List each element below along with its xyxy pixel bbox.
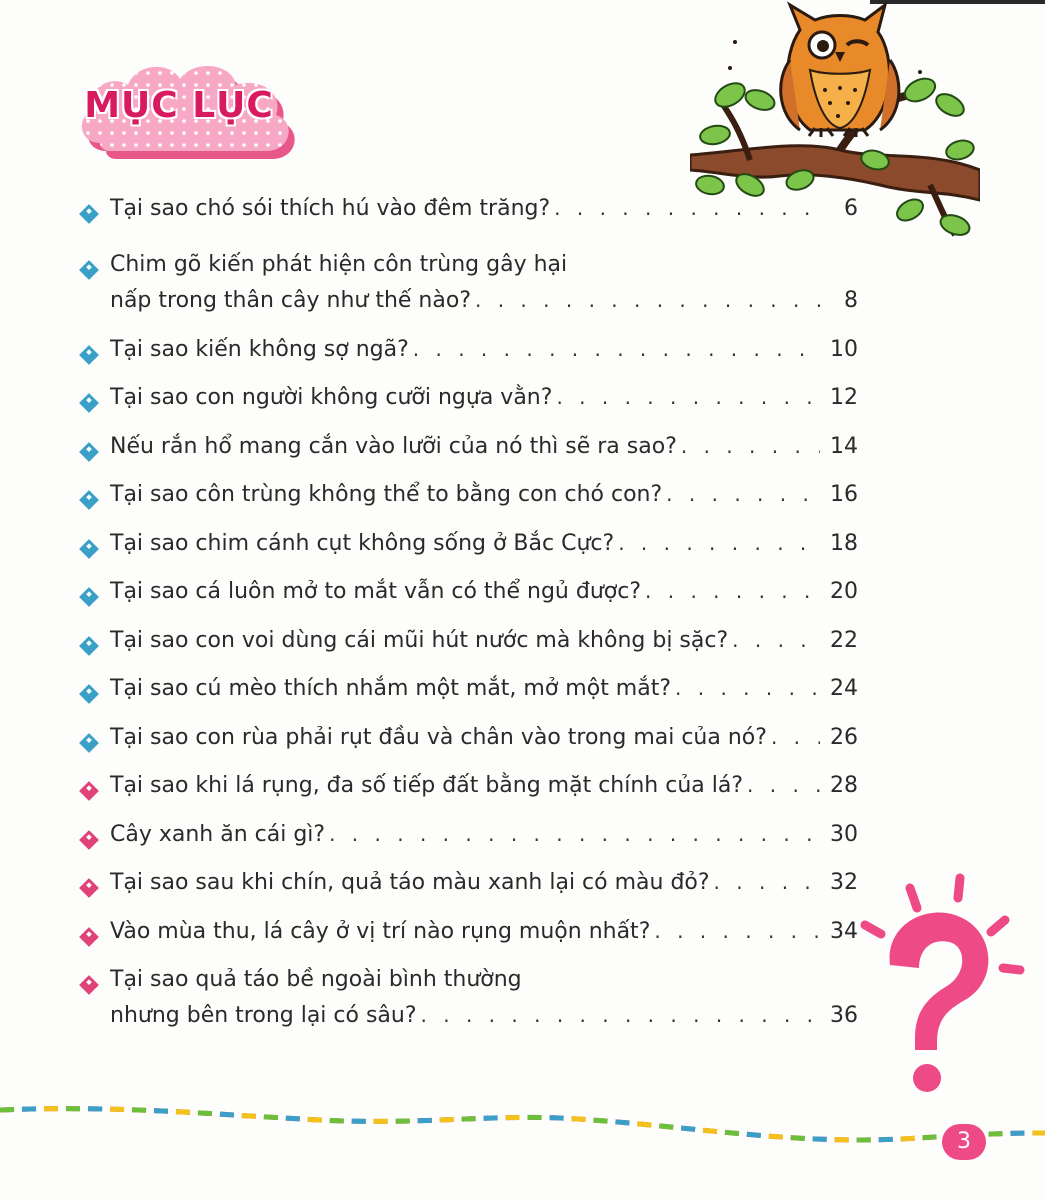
toc-entry-title: Tại sao quả táo bề ngoài bình thường (110, 967, 522, 992)
toc-page-number: 24 (830, 676, 858, 701)
leader-dots (413, 337, 820, 361)
toc-page-number: 12 (830, 385, 858, 410)
leader-dots (666, 482, 820, 506)
toc-entry-title: Nếu rắn hổ mang cắn vào lưỡi của nó thì sẽ ra sao? (110, 434, 677, 459)
leader-dots (675, 676, 820, 700)
toc-entry[interactable] (78, 919, 858, 955)
toc-page-number: 26 (830, 725, 858, 750)
toc-entry[interactable] (78, 196, 858, 232)
toc-entry-title: Tại sao con người không cưỡi ngựa vằn? (110, 385, 553, 410)
toc-entry-title: Vào mùa thu, lá cây ở vị trí nào rụng muộn nhất? (110, 919, 651, 944)
toc-page-number: 22 (830, 628, 858, 653)
leader-dots (732, 628, 820, 652)
toc-page-number: 20 (830, 579, 858, 604)
toc-entry[interactable] (78, 725, 858, 761)
toc-page-number: 36 (830, 1003, 858, 1028)
toc-entry-title: Cây xanh ăn cái gì? (110, 822, 326, 847)
toc-entry[interactable] (78, 870, 858, 906)
page-title: MỤC LỤC (84, 85, 274, 126)
toc-page-number: 34 (830, 919, 858, 944)
toc-page-number: 28 (830, 773, 858, 798)
toc-entry-title: Tại sao khi lá rụng, đa số tiếp đất bằng mặt chính của lá? (110, 773, 744, 798)
toc-entry-title: Tại sao cú mèo thích nhắm một mắt, mở một mắt? (110, 676, 672, 701)
toc-entry[interactable] (78, 628, 858, 664)
page-number-badge: 3 (942, 1124, 986, 1160)
toc-entry-title: Tại sao con voi dùng cái mũi hút nước mà không bị sặc? (110, 628, 729, 653)
toc-entry-title: Tại sao cá luôn mở to mắt vẫn có thể ngủ được? (110, 579, 642, 604)
toc-entry-title-cont: nấp trong thân cây như thế nào? (110, 288, 471, 313)
toc-page-number: 16 (830, 482, 858, 507)
toc-entry-title: Tại sao sau khi chín, quả táo màu xanh lại có màu đỏ? (110, 870, 710, 895)
leader-dots (747, 773, 820, 797)
toc-page-number: 18 (830, 531, 858, 556)
toc-entry-title: Tại sao chó sói thích hú vào đêm trăng? (110, 196, 551, 221)
leader-dots (645, 579, 820, 603)
toc-page-number: 14 (830, 434, 858, 459)
toc-page-number: 8 (844, 288, 858, 313)
heading-cloud (70, 55, 300, 165)
toc-page-number: 32 (830, 870, 858, 895)
leader-dots (681, 434, 820, 458)
toc-page-number: 30 (830, 822, 858, 847)
toc-entry[interactable] (78, 676, 858, 712)
toc-entry[interactable] (78, 579, 858, 615)
leader-dots (654, 919, 820, 943)
toc-entry-title-cont: nhưng bên trong lại có sâu? (110, 1003, 417, 1028)
toc-entry-title: Tại sao con rùa phải rụt đầu và chân vào trong mai của nó? (110, 725, 767, 750)
toc-entry-title: Tại sao côn trùng không thể to bằng con chó con? (110, 482, 663, 507)
leader-dots (771, 725, 820, 749)
leader-dots (618, 531, 820, 555)
leader-dots (421, 1003, 820, 1027)
toc-page-number: 6 (844, 196, 858, 221)
toc-entry-title: Tại sao chim cánh cụt không sống ở Bắc Cực? (110, 531, 615, 556)
toc-page-number: 10 (830, 337, 858, 362)
leader-dots (475, 288, 820, 312)
leader-dots (329, 822, 820, 846)
toc-entry-title: Tại sao kiến không sợ ngã? (110, 337, 409, 362)
toc-entry[interactable] (78, 967, 858, 1039)
leader-dots (714, 870, 820, 894)
toc-entry-title: Chim gõ kiến phát hiện côn trùng gây hại (110, 252, 568, 277)
leader-dots (554, 196, 820, 220)
toc-entry[interactable] (78, 531, 858, 567)
toc-entry[interactable] (78, 252, 858, 324)
leader-dots (556, 385, 820, 409)
toc-entry[interactable] (78, 822, 858, 858)
decorative-wave-line (0, 1085, 1045, 1165)
question-mark-icon (855, 870, 1035, 1100)
toc-entry[interactable] (78, 482, 858, 518)
toc-entry[interactable] (78, 385, 858, 421)
toc-entry[interactable] (78, 337, 858, 373)
toc-entry[interactable] (78, 773, 858, 809)
toc-entry[interactable] (78, 434, 858, 470)
